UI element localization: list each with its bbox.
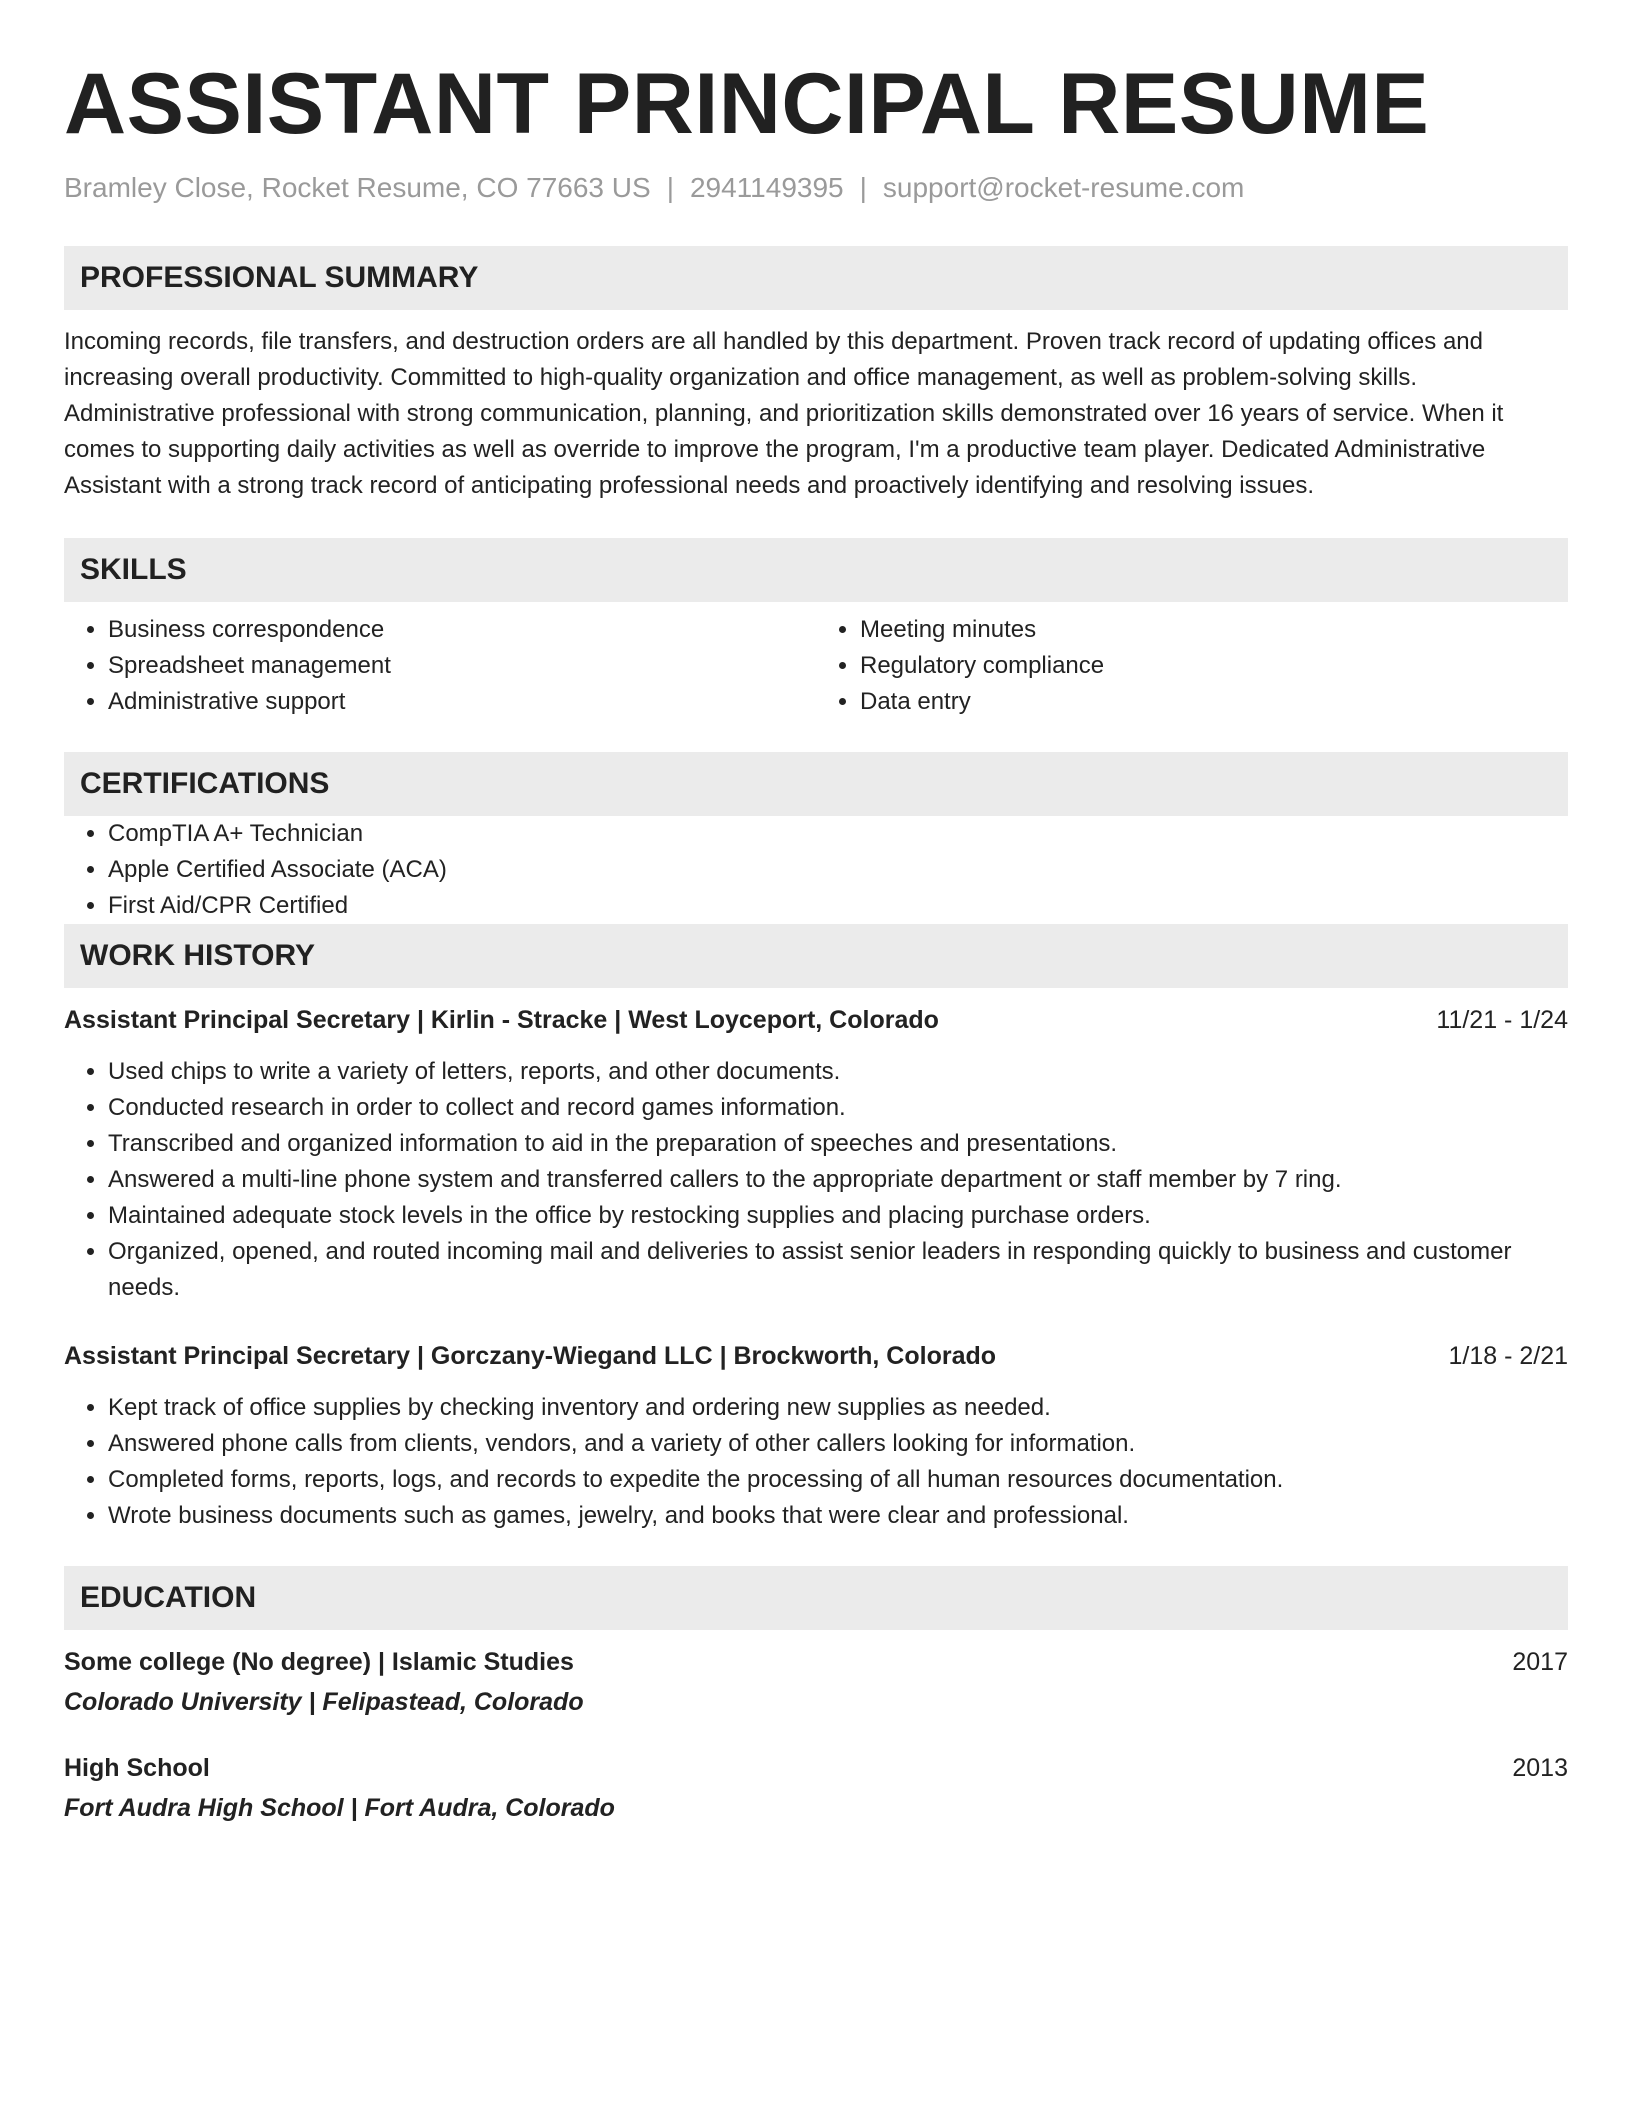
skill-item: • Meeting minutes <box>860 612 1568 648</box>
education-header <box>64 1750 1568 1786</box>
skill-item: • Data entry <box>860 684 1568 720</box>
contact-separator: | <box>666 172 674 203</box>
certifications-heading: CERTIFICATIONS <box>64 752 1568 816</box>
certification-item: • Apple Certified Associate (ACA) <box>108 852 1568 888</box>
job-duty: • Wrote business documents such as games, jewelry, and books that were clear and professional. <box>108 1498 1568 1534</box>
certification-item: • CompTIA A+ Technician <box>108 816 1568 852</box>
work-history-heading: WORK HISTORY <box>64 924 1568 988</box>
job-title: Assistant Principal Secretary | Kirlin - Stracke | West Loyceport, Colorado <box>64 1006 939 1034</box>
job-duty: • Conducted research in order to collect and record games information. <box>108 1090 1568 1126</box>
job-duty: • Completed forms, reports, logs, and records to expedite the processing of all human resources documentation. <box>108 1462 1568 1498</box>
job-entry <box>64 1002 1568 1306</box>
job-duty: • Answered phone calls from clients, vendors, and a variety of other callers looking for information. <box>108 1426 1568 1462</box>
certification-item: • First Aid/CPR Certified <box>108 888 1568 924</box>
job-duty: • Used chips to write a variety of letters, reports, and other documents. <box>108 1054 1568 1090</box>
contact-phone: 2941149395 <box>689 172 844 203</box>
resume-title: ASSISTANT PRINCIPAL RESUME <box>64 56 1430 152</box>
summary-heading: PROFESSIONAL SUMMARY <box>64 246 1568 310</box>
job-entry <box>64 1338 1568 1534</box>
job-duty: • Kept track of office supplies by checking inventory and ordering new supplies as needed. <box>108 1390 1568 1426</box>
skills-column-left <box>64 612 816 720</box>
job-header <box>64 1002 1568 1038</box>
job-dates: 11/21 - 1/24 <box>1436 1006 1568 1034</box>
education-school: Fort Audra High School | Fort Audra, Colorado <box>64 1794 615 1822</box>
education-header <box>64 1644 1568 1680</box>
job-duty: • Transcribed and organized information to aid in the preparation of speeches and presentations. <box>108 1126 1568 1162</box>
skills-heading: SKILLS <box>64 538 1568 602</box>
skill-item: • Regulatory compliance <box>860 648 1568 684</box>
contact-separator: | <box>859 172 867 203</box>
summary-text: Incoming records, file transfers, and destruction orders are all handled by this department. Proven track record of updating offices and increasing overall productivity. Committed to high-quality organization and office management, as well as problem-solving skills. Administrative professional with strong communication, planning, and prioritization skills demonstrated over 16 years of service. When it comes to supporting daily activities as well as override to improve the program, I'm a productive team player. Dedicated Administrative Assistant with a strong track record of anticipating professional needs and proactively identifying and resolving issues. <box>64 328 1504 499</box>
job-duties <box>64 1390 1568 1534</box>
job-duty: • Answered a multi-line phone system and transferred callers to the appropriate department or staff member by 7 ring. <box>108 1162 1568 1198</box>
education-school: Colorado University | Felipastead, Colorado <box>64 1688 584 1716</box>
contact-email: support@rocket-resume.com <box>882 172 1245 203</box>
education-entry <box>64 1750 1568 1826</box>
job-duty: • Organized, opened, and routed incoming mail and deliveries to assist senior leaders in responding quickly to business and customer needs. <box>108 1234 1568 1306</box>
skill-item: • Spreadsheet management <box>108 648 816 684</box>
education-degree: Some college (No degree) | Islamic Studies <box>64 1648 574 1676</box>
education-entry <box>64 1644 1568 1720</box>
job-header <box>64 1338 1568 1374</box>
skill-item: • Business correspondence <box>108 612 816 648</box>
skill-item: • Administrative support <box>108 684 816 720</box>
job-title: Assistant Principal Secretary | Gorczany-Wiegand LLC | Brockworth, Colorado <box>64 1342 997 1370</box>
education-degree: High School <box>64 1754 210 1782</box>
contact-address: Bramley Close, Rocket Resume, CO 77663 US <box>64 172 651 203</box>
job-dates: 1/18 - 2/21 <box>1448 1342 1568 1370</box>
education-heading: EDUCATION <box>64 1566 1568 1630</box>
job-duties <box>64 1054 1568 1306</box>
contact-line <box>64 170 1568 206</box>
skills-column-right <box>816 612 1568 720</box>
skills-list <box>64 612 1568 720</box>
education-year: 2013 <box>1512 1754 1568 1782</box>
education-year: 2017 <box>1512 1648 1568 1676</box>
certifications-list <box>64 816 1568 924</box>
job-duty: • Maintained adequate stock levels in the office by restocking supplies and placing purchase orders. <box>108 1198 1568 1234</box>
